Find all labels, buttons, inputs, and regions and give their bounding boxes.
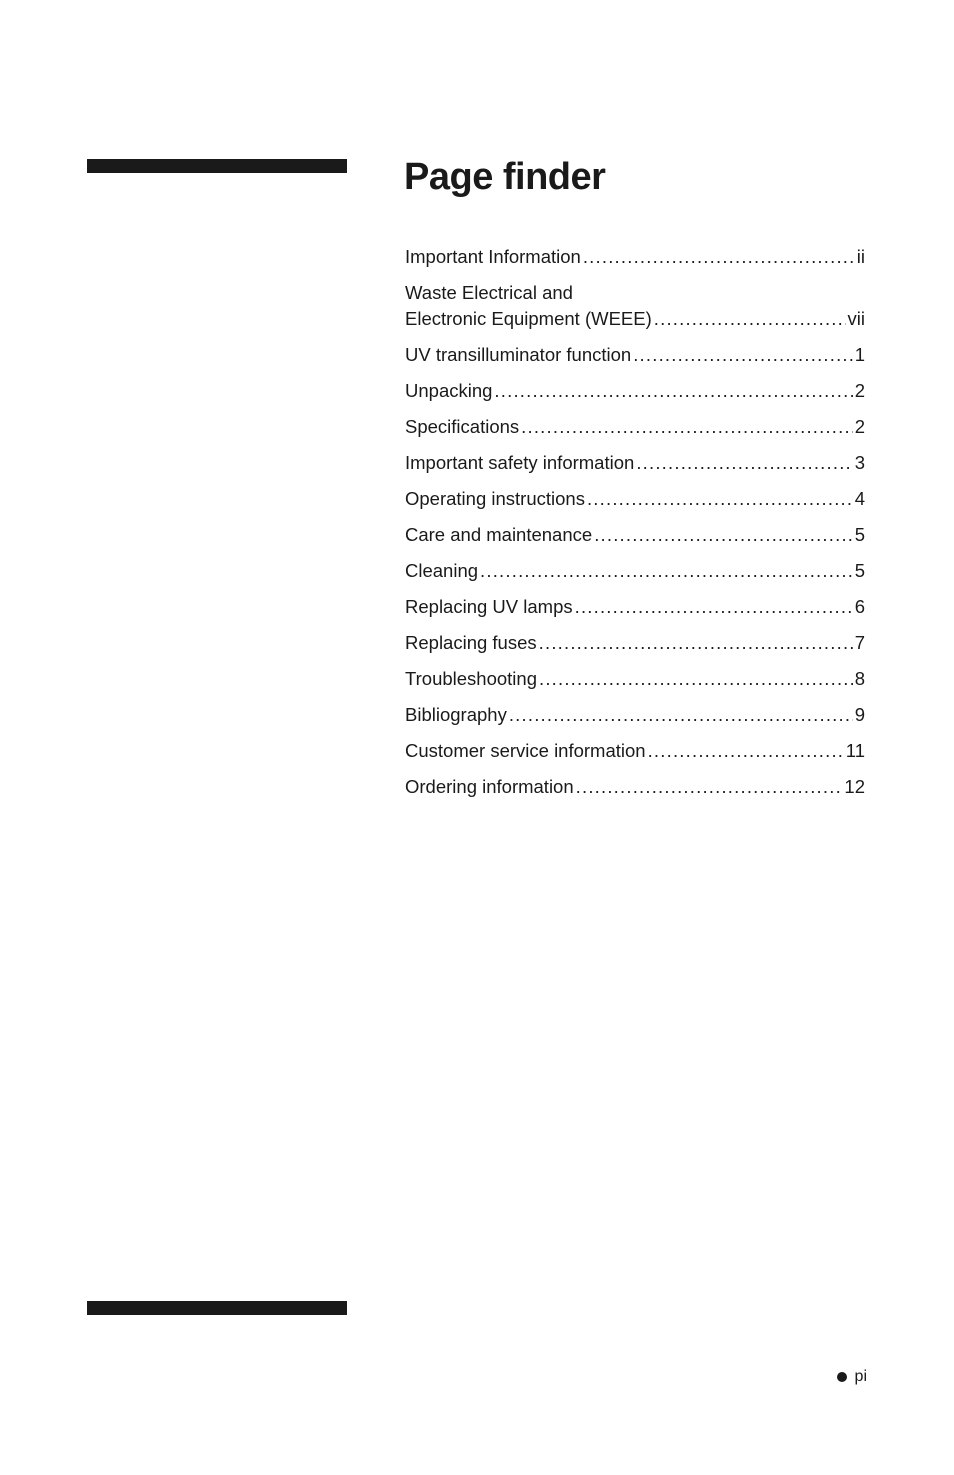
toc-entry-page: 2 <box>854 416 865 437</box>
toc-entry[interactable] <box>405 666 865 692</box>
toc-leader-dots <box>521 414 853 440</box>
toc-entry-label: Troubleshooting <box>405 668 537 689</box>
toc-entry-page: 4 <box>854 488 865 509</box>
toc-entry-label: Important safety information <box>405 452 635 473</box>
toc-entry-label-line1: Waste Electrical and <box>405 282 573 303</box>
toc-leader-dots <box>636 450 852 476</box>
toc-entry-page: 3 <box>854 452 865 473</box>
toc-entry[interactable] <box>405 280 865 332</box>
toc-entry-page: 8 <box>854 668 865 689</box>
toc-entry[interactable] <box>405 486 865 512</box>
filled-circle-icon <box>837 1372 847 1382</box>
toc-entry-page: 1 <box>854 344 865 365</box>
toc-entry-label: Cleaning <box>405 560 479 581</box>
toc-entry-label: Ordering information <box>405 776 574 797</box>
toc-entry[interactable] <box>405 738 865 764</box>
page-footer <box>837 1366 867 1388</box>
toc-leader-dots <box>587 486 853 512</box>
toc-leader-dots <box>494 378 852 404</box>
toc-entry[interactable] <box>405 594 865 620</box>
toc-entry-page: 2 <box>854 380 865 401</box>
toc-entry[interactable] <box>405 378 865 404</box>
toc-entry-label: Care and maintenance <box>405 524 593 545</box>
toc-entry-label: Operating instructions <box>405 488 585 509</box>
toc-leader-dots <box>648 738 844 764</box>
toc-entry-page: 6 <box>854 596 865 617</box>
toc-entry-page: 9 <box>854 704 865 725</box>
toc-entry[interactable] <box>405 774 865 800</box>
toc-entry[interactable] <box>405 522 865 548</box>
toc-entry-page: vii <box>847 308 865 329</box>
toc-entry-label: UV transilluminator function <box>405 344 632 365</box>
toc-entry-label: Bibliography <box>405 704 507 725</box>
toc-entry[interactable] <box>405 630 865 656</box>
toc-leader-dots <box>594 522 853 548</box>
toc-entry[interactable] <box>405 558 865 584</box>
toc-leader-dots <box>509 702 853 728</box>
toc-entry-page: ii <box>856 246 865 267</box>
page-title: Page finder <box>404 156 606 198</box>
toc-entry[interactable] <box>405 342 865 368</box>
toc-leader-dots <box>583 244 855 270</box>
toc-entry[interactable] <box>405 450 865 476</box>
toc-entry-label: Replacing fuses <box>405 632 537 653</box>
toc-entry[interactable] <box>405 244 865 270</box>
toc-entry-label: Important Information <box>405 246 581 267</box>
toc-entry-label: Customer service information <box>405 740 646 761</box>
toc-leader-dots <box>539 630 853 656</box>
toc-leader-dots <box>575 594 853 620</box>
toc-entry-page: 11 <box>845 740 865 761</box>
page-number: pi <box>854 1368 867 1385</box>
toc-leader-dots <box>539 666 853 692</box>
toc-entry-label: Specifications <box>405 416 520 437</box>
toc-entry-page: 5 <box>854 560 865 581</box>
bottom-rule <box>87 1301 347 1315</box>
toc-leader-dots <box>654 306 846 332</box>
toc-entry-page: 7 <box>854 632 865 653</box>
toc-entry[interactable] <box>405 414 865 440</box>
top-rule <box>87 159 347 173</box>
toc-entry[interactable] <box>405 702 865 728</box>
table-of-contents <box>405 244 865 810</box>
toc-leader-dots <box>480 558 853 584</box>
toc-entry-page: 12 <box>844 776 865 797</box>
toc-entry-page: 5 <box>854 524 865 545</box>
toc-leader-dots <box>576 774 843 800</box>
toc-entry-label: Electronic Equipment (WEEE) <box>405 308 652 329</box>
toc-leader-dots <box>633 342 852 368</box>
toc-entry-label: Replacing UV lamps <box>405 596 573 617</box>
toc-entry-label: Unpacking <box>405 380 493 401</box>
